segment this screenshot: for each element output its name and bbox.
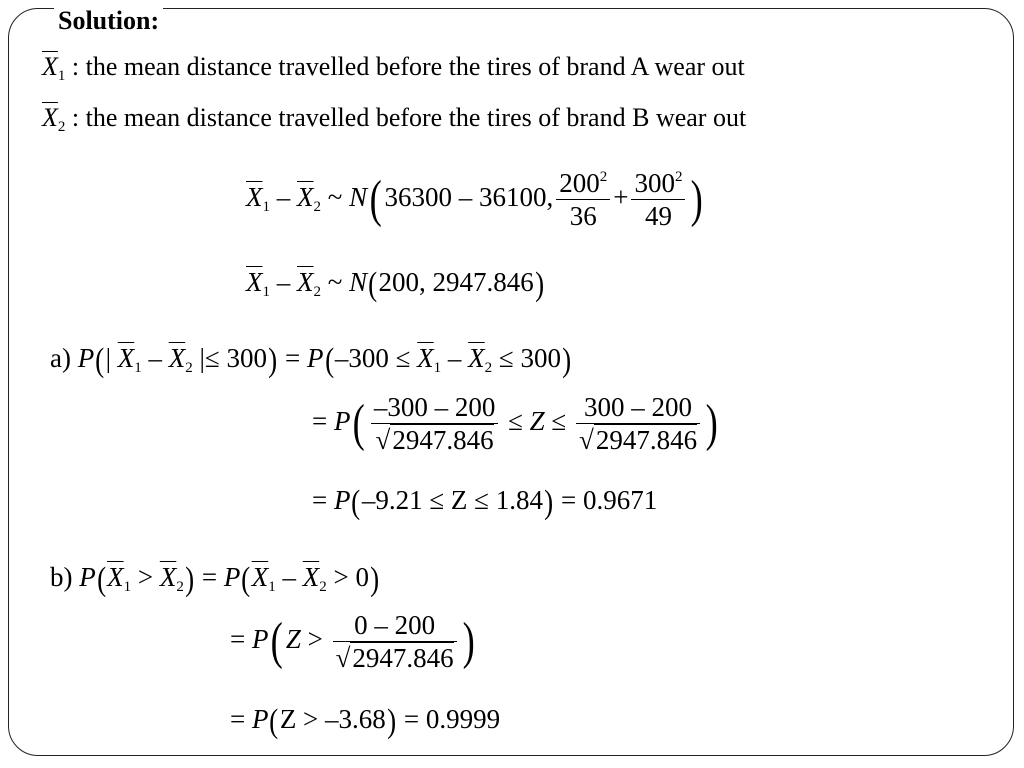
part-a-line3: = P(–9.21 ≤ Z ≤ 1.84) = 0.9671: [312, 484, 658, 521]
definition-x1: $\overline{X}_1$ : the mean distance travelled before the tires of brand A wear out: [42, 52, 745, 84]
variance-fraction-a: $\frac{200^2}{36}$: [556, 170, 610, 230]
part-a-line1: a) P(| $\overline{X}_1 - \overline{X}_2$ |≤ $300) = P(-300 \le \overline{X}_1 - \overline{X}_2 \le 300)$: [50, 342, 572, 379]
definition-x1-text: : the mean distance travelled before the tires of brand A wear out: [71, 52, 745, 81]
part-b-line3: = P(Z > –3.68) = 0.9999: [230, 703, 501, 740]
definition-x2: $\overline{X}_2$ : the mean distance travelled before the tires of brand B wear out: [42, 103, 747, 135]
z-fraction-left: $\frac{-300 - 200}{√2947.846}$: [371, 394, 499, 454]
z-fraction-right: $\frac{300 - 200}{√2947.846}$: [576, 394, 700, 454]
part-b-line1: b) $P(\overline{X}_1 > \overline{X}_2) = P(\overline{X}_1 - \overline{X}_2 > 0)$: [50, 561, 380, 598]
z-fraction-b: $\frac{0 - 200}{√2947.846}$: [333, 612, 457, 672]
part-a-line2: = P( $\frac{-300 - 200}{√2947.846}$ ≤ Z ≤ $\frac{300 - 200}{√2947.846}$ ): [312, 392, 718, 455]
part-b-answer: 0.9999: [425, 704, 501, 734]
distribution-result: $\overline{X}_1 - \overline{X}_2$ ~ N(200, 2947.846): [246, 266, 544, 303]
variance-fraction-b: $\frac{300^2}{49}$: [631, 170, 685, 230]
distribution-equation: $\overline{X}_1 - \overline{X}_2$ ~ N(36300 – 36100, $\frac{200^2}{36}$ + $\frac{300^2}{49}$ ): [246, 168, 704, 231]
definition-x2-text: : the mean distance travelled before the tires of brand B wear out: [71, 103, 747, 132]
part-b-line2: = P(Z > $\frac{0 - 200}{√2947.846}$ ): [230, 610, 475, 673]
solution-heading: Solution:: [54, 6, 163, 36]
part-a-answer: 0.9671: [583, 485, 658, 515]
